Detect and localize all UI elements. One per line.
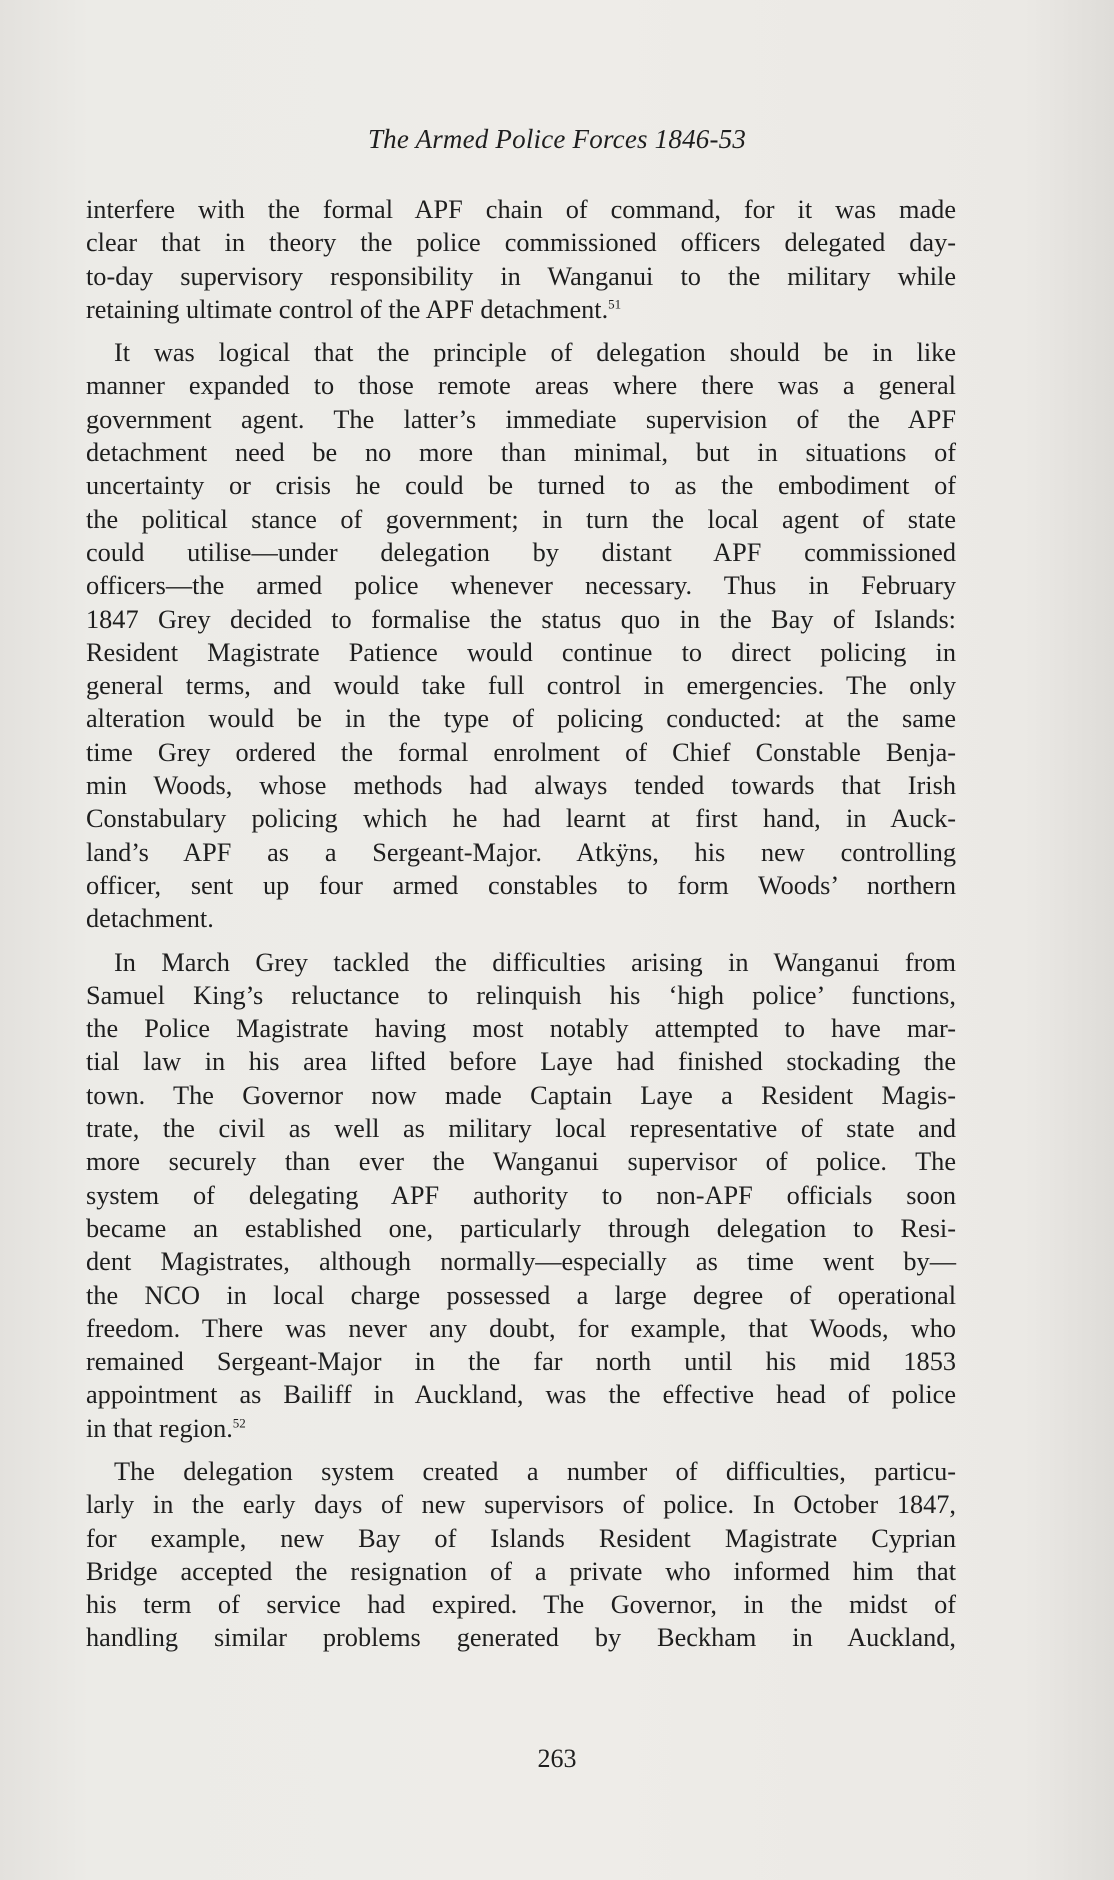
text-line: alteration would be in the type of policing conducted: at the same <box>86 704 956 734</box>
text-line: interfere with the formal APF chain of command, for it was made <box>86 195 956 224</box>
text-line: In March Grey tackled the difficulties arising in Wanganui from <box>114 947 956 977</box>
text-line-content: retaining ultimate control of the APF detachment. <box>86 294 609 324</box>
text-line: officers—the armed police whenever necessary. Thus in February <box>86 571 956 601</box>
text-line: tial law in his area lifted before Laye had finished stockading the <box>86 1047 956 1077</box>
body-text <box>86 193 956 1665</box>
text-line: the NCO in local charge possessed a large degree of operational <box>86 1280 956 1310</box>
page-number: 263 <box>537 1744 577 1773</box>
text-line: uncertainty or crisis he could be turned to as the embodiment of <box>86 471 956 501</box>
text-line: Resident Magistrate Patience would continue to direct policing in <box>86 637 956 667</box>
text-line: officer, sent up four armed constables to form Woods’ northern <box>86 870 956 900</box>
text-line: handling similar problems generated by Beckham in Auckland, <box>86 1623 956 1653</box>
text-line: freedom. There was never any doubt, for example, that Woods, who <box>86 1313 956 1343</box>
text-line: his term of service had expired. The Governor, in the midst of <box>86 1590 956 1620</box>
paragraph <box>86 946 956 1445</box>
text-line: Bridge accepted the resignation of a private who informed him that <box>86 1556 956 1586</box>
text-line: min Woods, whose methods had always tended towards that Irish <box>86 771 956 801</box>
text-line: remained Sergeant-Major in the far north until his mid 1853 <box>86 1347 956 1377</box>
text-line: became an established one, particularly through delegation to Resi- <box>86 1213 956 1243</box>
footnote-marker: 52 <box>232 1414 246 1430</box>
paragraph <box>86 1455 956 1655</box>
text-line: more securely than ever the Wanganui supervisor of police. The <box>86 1147 956 1177</box>
text-line: detachment. <box>86 904 214 934</box>
text-line: the Police Magistrate having most notably attempted to have mar- <box>86 1014 956 1044</box>
text-line: general terms, and would take full control in emergencies. The only <box>86 671 956 701</box>
text-line: It was logical that the principle of delegation should be in like <box>114 338 956 368</box>
text-line <box>86 1412 956 1445</box>
text-line: manner expanded to those remote areas where there was a general <box>86 371 956 401</box>
text-line: the political stance of government; in turn the local agent of state <box>86 504 956 534</box>
text-line: system of delegating APF authority to non-APF officials soon <box>86 1180 956 1210</box>
text-line: clear that in theory the police commissioned officers delegated day- <box>86 228 956 258</box>
text-line-content: in that region. <box>86 1413 233 1443</box>
text-line: Samuel King’s reluctance to relinquish his ‘high police’ functions, <box>86 980 956 1010</box>
text-line: could utilise—under delegation by distant APF commissioned <box>86 537 956 567</box>
paragraph <box>86 193 956 326</box>
text-line: detachment need be no more than minimal, but in situations of <box>86 438 956 468</box>
text-line: to-day supervisory responsibility in Wanganui to the military while <box>86 261 956 291</box>
text-line: for example, new Bay of Islands Resident Magistrate Cyprian <box>86 1523 956 1553</box>
text-line: Constabulary policing which he had learnt at first hand, in Auck- <box>86 804 956 834</box>
text-line: 1847 Grey decided to formalise the status quo in the Bay of Islands: <box>86 604 956 634</box>
text-line: trate, the civil as well as military local representative of state and <box>86 1114 956 1144</box>
text-line: town. The Governor now made Captain Laye a Resident Magis- <box>86 1080 956 1110</box>
text-line: The delegation system created a number of difficulties, particu- <box>114 1456 956 1486</box>
text-line: time Grey ordered the formal enrolment of Chief Constable Benja- <box>86 737 956 767</box>
text-line: dent Magistrates, although normally—especially as time went by— <box>86 1247 956 1277</box>
paragraph <box>86 336 956 935</box>
text-line <box>86 293 956 326</box>
running-head: The Armed Police Forces 1846-53 <box>367 124 747 154</box>
footnote-marker: 51 <box>608 296 622 312</box>
text-line: appointment as Bailiff in Auckland, was the effective head of police <box>86 1380 956 1410</box>
text-line: government agent. The latter’s immediate supervision of the APF <box>86 404 956 434</box>
text-line: land’s APF as a Sergeant-Major. Atkÿns, his new controlling <box>86 837 956 867</box>
text-line: larly in the early days of new supervisors of police. In October 1847, <box>86 1490 956 1520</box>
